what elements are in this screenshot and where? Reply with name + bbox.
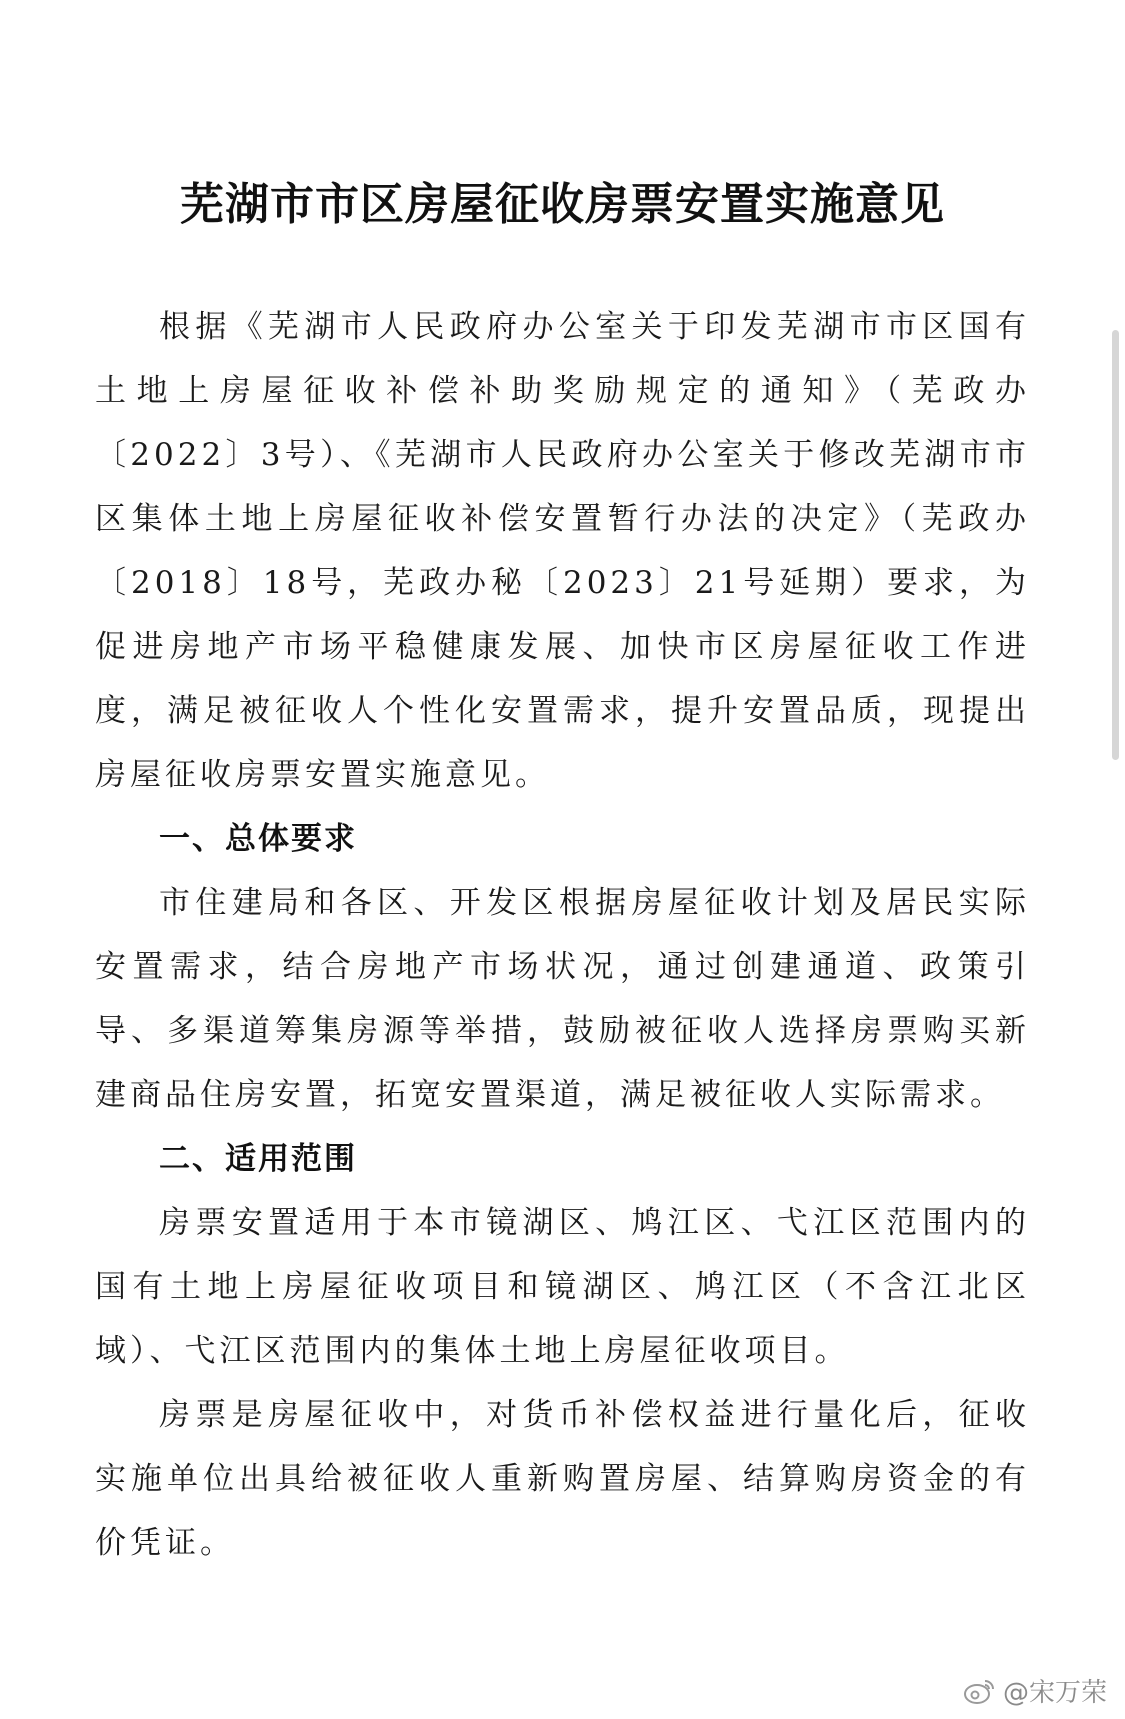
- intro-paragraph: 根据《芜湖市人民政府办公室关于印发芜湖市市区国有土地上房屋征收补偿补助奖励规定的通知》（芜政办〔2022〕3号）、《芜湖市人民政府办公室关于修改芜湖市市区集体土地上房屋征收补偿安置暂行办法的决定》（芜政办〔2018〕18号，芜政办秘〔2023〕21号延期）要求，为促进房地产市场平稳健康发展、加快市区房屋征收工作进度，满足被征收人个性化安置需求，提升安置品质，现提出房屋征收房票安置实施意见。: [95, 309, 1030, 793]
- weibo-icon: [963, 1677, 997, 1705]
- section-paragraph-house-ticket-definition: 房票是房屋征收中，对货币补偿权益进行量化后，征收实施单位出具给被征收人重新购置房屋、结算购房资金的有价凭证。: [95, 1397, 1030, 1561]
- section-heading-general-requirements: 一、总体要求: [159, 821, 357, 857]
- scrollbar[interactable]: [1112, 330, 1119, 760]
- document-title: 芜湖市市区房屋征收房票安置实施意见: [180, 179, 945, 230]
- watermark: [963, 1672, 1107, 1709]
- section-paragraph-general-requirements: 市住建局和各区、开发区根据房屋征收计划及居民实际安置需求，结合房地产市场状况，通过创建通道、政策引导、多渠道筹集房源等举措，鼓励被征收人选择房票购买新建商品住房安置，拓宽安置渠道，满足被征收人实际需求。: [95, 885, 1030, 1113]
- section-heading-scope: 二、适用范围: [159, 1141, 357, 1177]
- watermark-text: @宋万荣: [1002, 1678, 1107, 1708]
- document-body: [95, 295, 1030, 1575]
- section-paragraph-scope: 房票安置适用于本市镜湖区、鸠江区、弋江区范围内的国有土地上房屋征收项目和镜湖区、鸠江区（不含江北区域）、弋江区范围内的集体土地上房屋征收项目。: [95, 1205, 1030, 1369]
